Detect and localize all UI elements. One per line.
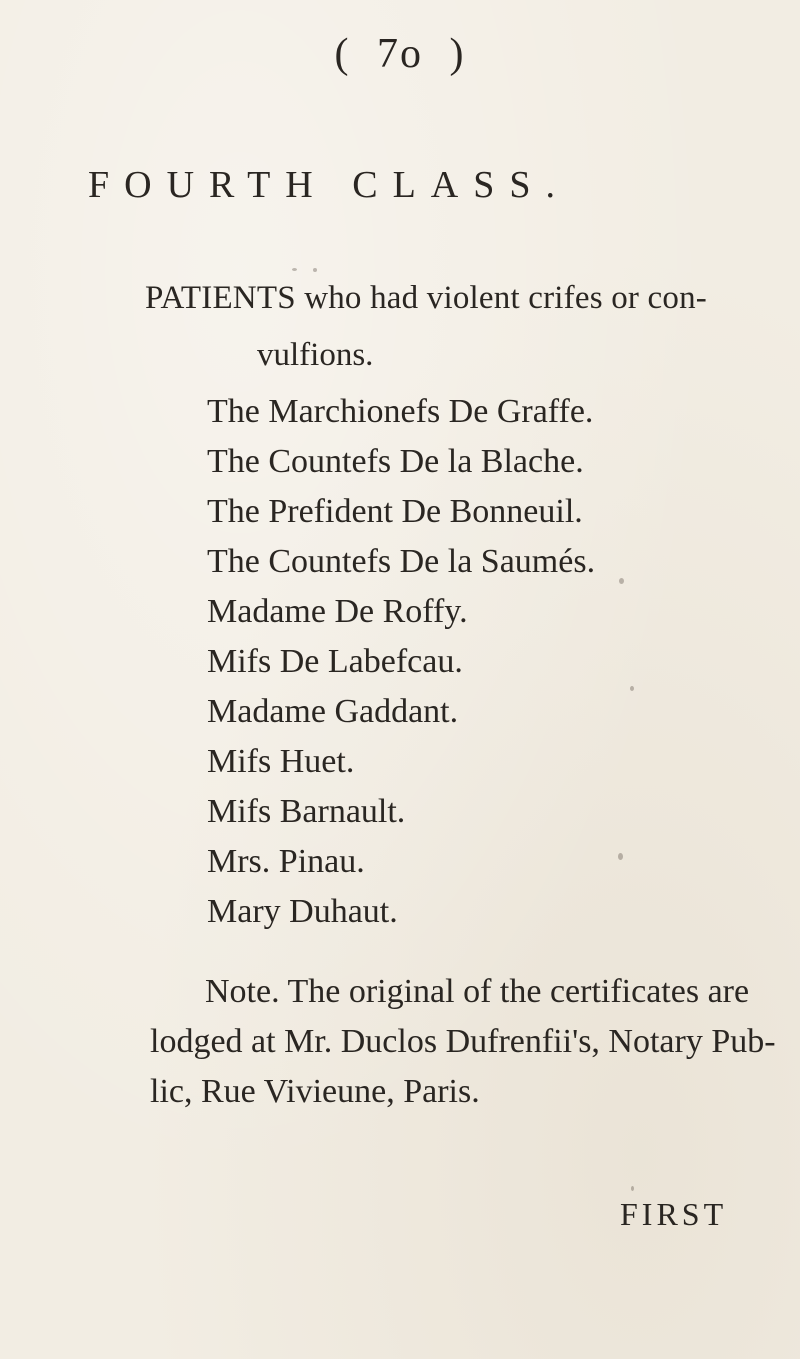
paper-speck [618,853,623,860]
paper-speck [313,268,317,272]
patient-name: Madame Gaddant. [207,693,459,730]
paper-speck [630,686,634,691]
patient-name: The Countefs De la Blache. [207,443,584,480]
patient-list [207,387,595,937]
note-paragraph [150,967,776,1117]
patient-name: Mifs De Labefcau. [207,643,463,680]
paper-speck [619,578,624,584]
note-line-2: lodged at Mr. Duclos Dufrenfii's, Notary Pub- [150,1023,776,1060]
paper-speck [631,1186,634,1191]
class-heading: FOURTH CLASS. [88,164,571,206]
patient-name: The Marchionefs De Graffe. [207,393,594,430]
patient-name: The Prefident De Bonneuil. [207,493,583,530]
patient-name: Mifs Barnault. [207,793,406,830]
intro-line-2: vulfions. [257,337,374,373]
intro-paragraph [145,270,745,384]
intro-line-1: PATIENTS who had violent crifes or con- [145,280,707,316]
catchword: FIRST [620,1196,728,1232]
paper-speck [292,268,297,271]
patient-name: Madame De Roffy. [207,593,468,630]
note-line-3: lic, Rue Vivieune, Paris. [150,1073,480,1110]
page-number: ( 7o ) [334,31,466,77]
patient-name: Mrs. Pinau. [207,843,365,880]
patient-name: Mary Duhaut. [207,893,398,930]
patient-name: The Countefs De la Saumés. [207,543,596,580]
patient-name: Mifs Huet. [207,743,355,780]
note-line-1: Note. The original of the certificates are [205,973,750,1010]
